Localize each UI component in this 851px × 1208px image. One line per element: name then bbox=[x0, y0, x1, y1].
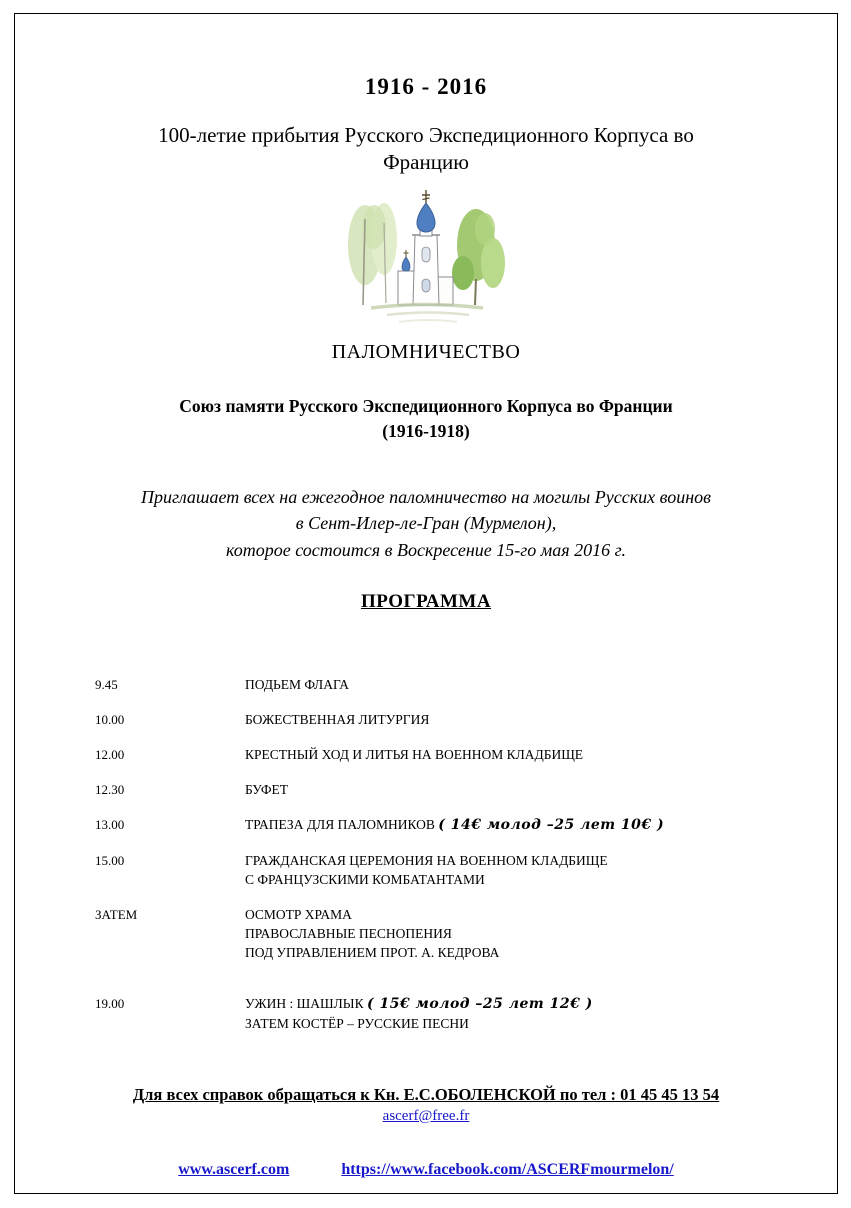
schedule-row-1000 bbox=[95, 710, 777, 729]
schedule-desc-line1 bbox=[245, 994, 777, 1014]
schedule-time: 13.00 bbox=[95, 816, 125, 832]
invitation-line2: в Сент-Илер-ле-Гран (Мурмелон), bbox=[295, 513, 557, 534]
schedule-desc-text: ТРАПЕЗА ДЛЯ ПАЛОМНИКОВ bbox=[245, 816, 435, 832]
email-link[interactable]: ascerf@free.fr bbox=[382, 1107, 470, 1124]
church-watercolor-svg bbox=[341, 187, 511, 329]
schedule-time: 9.45 bbox=[95, 676, 118, 692]
schedule-time: 10.00 bbox=[95, 711, 125, 727]
invitation-line3: которое состоится в Воскресение 15-го мая 2016 г. bbox=[226, 539, 626, 560]
contact-info-line: Для всех справок обращаться к Кн. Е.С.ОБОЛЕНСКОЙ по тел : 01 45 45 13 54 bbox=[132, 1084, 720, 1104]
page-border-frame bbox=[14, 13, 838, 1194]
schedule-desc: БОЖЕСТВЕННАЯ ЛИТУРГИЯ bbox=[245, 711, 430, 727]
schedule-desc-text: УЖИН : ШАШЛЫК bbox=[245, 995, 364, 1011]
schedule-desc: КРЕСТНЫЙ ХОД И ЛИТЬЯ НА ВОЕННОМ КЛАДБИЩЕ bbox=[245, 746, 584, 762]
title-years: 1916 - 2016 bbox=[364, 74, 488, 99]
schedule-time: 19.00 bbox=[95, 995, 125, 1011]
union-line1: Союз памяти Русского Экспедиционного Корпуса во Франции bbox=[179, 395, 673, 416]
email-line bbox=[15, 1108, 837, 1125]
facebook-link[interactable]: https://www.facebook.com/ASCERFmourmelon/ bbox=[341, 1160, 674, 1178]
contact-block bbox=[15, 1085, 837, 1125]
schedule-desc-line2: ЗАТЕМ КОСТЁР – РУССКИЕ ПЕСНИ bbox=[245, 1015, 469, 1031]
invitation-line1: Приглашает всех на ежегодное паломничество на могилы Русских воинов bbox=[141, 487, 711, 508]
schedule-price: ( 15€ молод –25 лет 12€ ) bbox=[366, 995, 593, 1012]
schedule-row-1230 bbox=[95, 780, 777, 799]
schedule-desc bbox=[245, 815, 777, 835]
schedule-row-zatem bbox=[95, 905, 777, 962]
schedule-desc-line1: ОСМОТР ХРАМА bbox=[245, 906, 352, 922]
schedule-row-1200 bbox=[95, 745, 777, 764]
schedule-time: ЗАТЕМ bbox=[95, 906, 138, 922]
schedule-time: 12.30 bbox=[95, 781, 125, 797]
schedule-desc bbox=[245, 994, 777, 1033]
pilgrimage-heading: ПАЛОМНИЧЕСТВО bbox=[331, 340, 521, 363]
invitation-text bbox=[15, 484, 837, 562]
schedule-desc-line1: ГРАЖДАНСКАЯ ЦЕРЕМОНИЯ НА ВОЕННОМ КЛАДБИЩЕ bbox=[245, 852, 608, 868]
schedule-desc: БУФЕТ bbox=[245, 781, 288, 797]
subtitle-anniversary: 100-летие прибытия Русского Экспедиционного Корпуса во Францию bbox=[158, 123, 694, 175]
website-link[interactable]: www.ascerf.com bbox=[178, 1160, 290, 1178]
schedule-row-0945 bbox=[95, 675, 777, 694]
program-schedule bbox=[15, 675, 837, 1033]
schedule-row-1500 bbox=[95, 851, 777, 889]
schedule-desc-line3: ПОД УПРАВЛЕНИЕМ ПРОТ. А. КЕДРОВА bbox=[245, 944, 500, 960]
schedule-row-1300 bbox=[95, 815, 777, 835]
schedule-time: 15.00 bbox=[95, 852, 125, 868]
schedule-row-1900 bbox=[95, 994, 777, 1033]
schedule-desc bbox=[245, 851, 777, 889]
schedule-time: 12.00 bbox=[95, 746, 125, 762]
schedule-desc bbox=[245, 905, 777, 962]
union-title bbox=[15, 394, 837, 445]
schedule-price: ( 14€ молод –25 лет 10€ ) bbox=[438, 816, 665, 833]
program-heading: ПРОГРАММА bbox=[360, 590, 492, 612]
schedule-desc-line2: С ФРАНЦУЗСКИМИ КОМБАТАНТАМИ bbox=[245, 871, 485, 887]
schedule-desc: ПОДЬЕМ ФЛАГА bbox=[245, 676, 350, 692]
schedule-desc-line2: ПРАВОСЛАВНЫЕ ПЕСНОПЕНИЯ bbox=[245, 925, 452, 941]
church-illustration bbox=[341, 187, 511, 329]
links-row bbox=[15, 1161, 837, 1179]
union-line2: (1916-1918) bbox=[382, 420, 470, 441]
document-page bbox=[15, 14, 837, 1193]
